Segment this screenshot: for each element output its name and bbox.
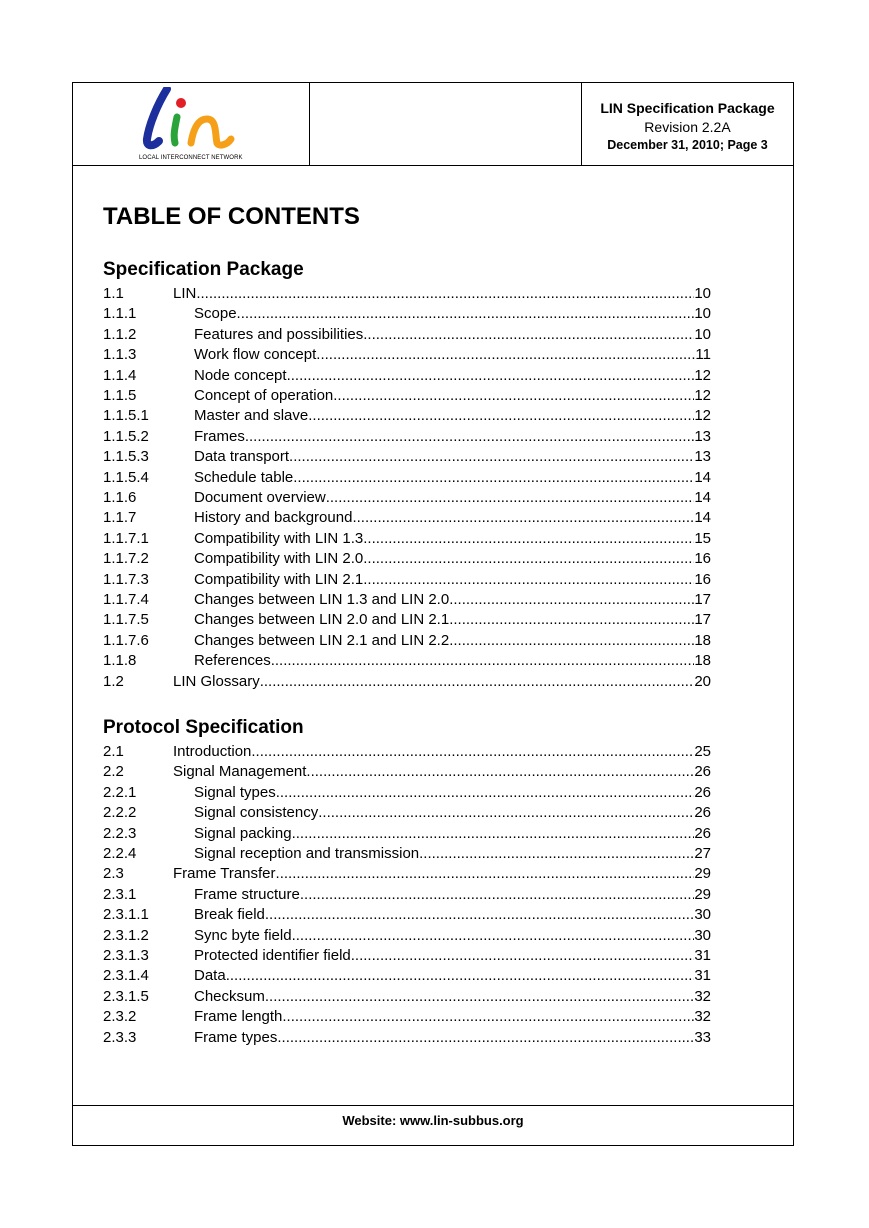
toc-leader-dots	[271, 651, 695, 671]
toc-entry[interactable]	[103, 651, 711, 671]
toc-leader-dots	[419, 844, 694, 864]
toc-leader-dots	[318, 803, 694, 823]
page-frame	[72, 82, 794, 1146]
toc-entry-number: 2.3.1.4	[103, 967, 149, 985]
toc-entry-page: 30	[694, 906, 711, 924]
toc-entry-page: 14	[694, 509, 711, 527]
toc-entry-number: 1.1.5.1	[103, 407, 149, 425]
toc-entry-page: 29	[694, 885, 711, 903]
toc-entry-text: Introduction	[173, 743, 252, 760]
toc-leader-dots	[277, 1028, 694, 1048]
toc-entry-page: 14	[694, 489, 711, 506]
toc-entry-text: Data	[194, 967, 226, 985]
toc-leader-dots	[363, 570, 694, 590]
toc-entry-text: Signal Management	[173, 763, 307, 781]
toc-leader-dots	[226, 966, 695, 986]
toc-entry-page: 10	[694, 285, 711, 302]
toc-entry-page: 13	[694, 427, 711, 445]
toc-entry[interactable]	[103, 406, 711, 426]
toc-entry-page: 17	[694, 611, 711, 629]
toc-title: TABLE OF CONTENTS	[103, 203, 360, 230]
toc-entry-page: 31	[694, 967, 711, 985]
toc-leader-dots	[316, 345, 695, 365]
toc-entry-text: Node concept	[194, 366, 287, 384]
toc-entry-page: 27	[694, 845, 711, 862]
toc-entry[interactable]	[103, 386, 711, 406]
toc-entry-text: Changes between LIN 2.0 and LIN 2.1	[194, 611, 450, 629]
toc-entry-number: 2.3.1	[103, 885, 137, 903]
toc-entry-number: 1.1.7.6	[103, 631, 149, 649]
toc-entry-text: Master and slave	[194, 407, 309, 425]
toc-leader-dots	[282, 1007, 694, 1027]
toc-entry-page: 26	[694, 804, 711, 822]
toc-entry-page: 29	[694, 865, 711, 883]
toc-entry-text: Frame length	[194, 1008, 283, 1026]
toc-entry-number: 2.2.2	[103, 804, 137, 822]
toc-entry-text: Schedule table	[194, 468, 294, 486]
toc-entry-number: 2.2.1	[103, 783, 137, 801]
toc-entry[interactable]	[103, 304, 711, 324]
toc-entry-page: 32	[694, 1008, 711, 1026]
toc-leader-dots	[449, 590, 694, 610]
toc-entry[interactable]	[103, 824, 711, 844]
toc-leader-dots	[196, 284, 694, 304]
toc-entry-number: 1.1.8	[103, 652, 137, 670]
toc-entry-number: 2.2	[103, 763, 124, 781]
toc-entry-text: LIN Glossary	[173, 672, 260, 690]
toc-entry-page: 30	[694, 926, 711, 944]
toc-entry-page: 14	[694, 468, 711, 486]
toc-leader-dots	[363, 529, 694, 549]
toc-entry[interactable]	[103, 1028, 711, 1048]
toc-leader-dots	[237, 304, 695, 324]
toc-leader-dots	[292, 926, 695, 946]
toc-entry-number: 1.1.5.3	[103, 448, 149, 466]
toc-entry-text: Signal reception and transmission	[194, 845, 420, 862]
toc-entry-number: 1.1	[103, 285, 124, 302]
toc-leader-dots	[289, 447, 694, 467]
toc-entry[interactable]	[103, 946, 711, 966]
toc-entry[interactable]	[103, 864, 711, 884]
toc-entry-text: LIN	[173, 285, 197, 302]
toc-entry-text: Compatibility with LIN 1.3	[194, 529, 364, 547]
toc-entry-page: 11	[695, 346, 711, 364]
toc-entry-text: History and background	[194, 509, 353, 527]
toc-leader-dots	[326, 488, 695, 508]
toc-section-title: Protocol Specification	[103, 717, 304, 738]
toc-entry-page: 31	[694, 947, 711, 964]
toc-entry-text: Concept of operation	[194, 387, 334, 404]
toc-entry[interactable]	[103, 762, 711, 782]
toc-leader-dots	[276, 864, 695, 884]
toc-entry[interactable]	[103, 529, 711, 549]
toc-entry-number: 2.2.4	[103, 845, 137, 862]
toc-entry-page: 26	[694, 783, 711, 801]
toc-entry-text: Work flow concept	[194, 346, 317, 364]
toc-entry-text: Changes between LIN 1.3 and LIN 2.0	[194, 591, 450, 608]
toc-entry-text: Frame structure	[194, 885, 300, 903]
toc-entry-page: 26	[694, 824, 711, 842]
toc-entry-number: 1.1.1	[103, 305, 137, 323]
toc-entry-number: 2.3.2	[103, 1008, 137, 1026]
toc-entry[interactable]	[103, 325, 711, 345]
toc-entry[interactable]	[103, 672, 711, 692]
toc-entry[interactable]	[103, 549, 711, 569]
toc-entry-text: Signal types	[194, 783, 276, 801]
toc-entry-number: 2.3	[103, 865, 124, 883]
toc-entry-text: Signal consistency	[194, 804, 319, 822]
toc-entry[interactable]	[103, 427, 711, 447]
toc-leader-dots	[292, 824, 695, 844]
toc-entry[interactable]	[103, 905, 711, 925]
toc-leader-dots	[245, 427, 694, 447]
toc-leader-dots	[352, 508, 694, 528]
toc-entry-text: Checksum	[194, 987, 265, 1005]
toc-entry[interactable]	[103, 885, 711, 905]
document-revision: Revision 2.2A	[644, 119, 731, 135]
toc-entry[interactable]	[103, 742, 711, 762]
toc-entry-text: Document overview	[194, 489, 326, 506]
toc-leader-dots	[300, 885, 694, 905]
toc-entry[interactable]	[103, 926, 711, 946]
toc-entry[interactable]	[103, 803, 711, 823]
toc-entry-page: 26	[694, 763, 711, 781]
footer-website: Website: www.lin-subbus.org	[342, 1113, 524, 1128]
toc-entry-number: 2.3.3	[103, 1028, 137, 1046]
toc-leader-dots	[260, 672, 695, 692]
toc-entry[interactable]	[103, 508, 711, 528]
toc-entry-text: Changes between LIN 2.1 and LIN 2.2	[194, 631, 450, 649]
toc-entry-number: 1.1.6	[103, 489, 137, 506]
toc-entry-text: Protected identifier field	[194, 947, 351, 964]
header-info-cell	[582, 83, 793, 165]
toc-entry[interactable]	[103, 590, 711, 610]
toc-leader-dots	[265, 905, 694, 925]
toc-entry-page: 12	[694, 387, 711, 404]
toc-entry[interactable]	[103, 783, 711, 803]
page-header	[73, 83, 793, 166]
logo-caption: LOCAL INTERCONNECT NETWORK	[139, 155, 243, 161]
toc-leader-dots	[333, 386, 694, 406]
toc-entry[interactable]	[103, 966, 711, 986]
toc-entry-number: 1.1.4	[103, 366, 137, 384]
document-date-page: December 31, 2010; Page 3	[607, 138, 768, 152]
toc-entry-text: Scope	[194, 305, 237, 323]
toc-entry-text: Features and possibilities	[194, 325, 364, 343]
toc-leader-dots	[293, 468, 694, 488]
toc-entry-page: 12	[694, 407, 711, 425]
toc-entry-text: Data transport	[194, 448, 290, 466]
toc-entry-number: 1.1.5	[103, 387, 137, 404]
toc-entry[interactable]	[103, 468, 711, 488]
toc-entry-text: Sync byte field	[194, 926, 292, 944]
toc-entry-page: 16	[694, 550, 711, 568]
toc-entry-number: 2.2.3	[103, 824, 137, 842]
toc-entry-page: 12	[694, 366, 711, 384]
toc-leader-dots	[363, 325, 694, 345]
toc-entry-text: References	[194, 652, 271, 670]
toc-entry-number: 2.3.1.1	[103, 906, 149, 924]
header-blank-cell	[310, 83, 582, 165]
toc-entry-text: Compatibility with LIN 2.0	[194, 550, 364, 568]
toc-entry-page: 32	[694, 987, 711, 1005]
toc-entry-page: 25	[694, 743, 711, 760]
toc-entry[interactable]	[103, 987, 711, 1007]
toc-entry-page: 17	[694, 591, 711, 608]
toc-section-title: Specification Package	[103, 259, 304, 280]
toc-entry-number: 1.1.7.4	[103, 591, 149, 608]
toc-leader-dots	[449, 610, 694, 630]
logo-cell	[73, 83, 310, 165]
toc-entry-page: 15	[694, 529, 711, 547]
toc-entry-number: 1.1.2	[103, 325, 137, 343]
toc-leader-dots	[251, 742, 694, 762]
toc-entry-page: 16	[694, 570, 711, 588]
toc-entry-page: 20	[694, 672, 711, 690]
toc-entry-page: 10	[694, 325, 711, 343]
toc-entry-page: 13	[694, 448, 711, 466]
toc-entry-number: 2.1	[103, 743, 124, 760]
toc-entry-number: 1.1.7.2	[103, 550, 149, 568]
toc-entry[interactable]	[103, 631, 711, 651]
toc-entry-page: 18	[694, 631, 711, 649]
toc-leader-dots	[308, 406, 694, 426]
toc-leader-dots	[287, 366, 695, 386]
toc-entry[interactable]	[103, 345, 711, 365]
toc-entry-number: 2.3.1.2	[103, 926, 149, 944]
toc-entry-text: Frames	[194, 427, 245, 445]
toc-entry-number: 2.3.1.3	[103, 947, 149, 964]
toc-leader-dots	[363, 549, 694, 569]
toc-entry-page: 10	[694, 305, 711, 323]
toc-leader-dots	[306, 762, 694, 782]
toc-leader-dots	[351, 946, 695, 966]
toc-leader-dots	[265, 987, 694, 1007]
toc-entry-text: Compatibility with LIN 2.1	[194, 570, 364, 588]
toc-entry-number: 1.1.7.3	[103, 570, 149, 588]
toc-entry-number: 1.1.5.2	[103, 427, 149, 445]
toc-entry-text: Signal packing	[194, 824, 292, 842]
footer-divider	[73, 1105, 793, 1106]
toc-entry[interactable]	[103, 284, 711, 304]
toc-entry-number: 1.1.3	[103, 346, 137, 364]
toc-entry-number: 1.1.7	[103, 509, 137, 527]
toc-entry[interactable]	[103, 447, 711, 467]
toc-entry-page: 33	[694, 1028, 711, 1046]
toc-entry-text: Frame types	[194, 1028, 278, 1046]
toc-entry-text: Frame Transfer	[173, 865, 276, 883]
toc-entry-number: 1.1.7.1	[103, 529, 149, 547]
toc-entry[interactable]	[103, 1007, 711, 1027]
toc-leader-dots	[276, 783, 695, 803]
toc-entry[interactable]	[103, 610, 711, 630]
toc-entry[interactable]	[103, 844, 711, 864]
toc-entry-page: 18	[694, 652, 711, 670]
lin-logo	[135, 87, 245, 153]
document-title: LIN Specification Package	[600, 100, 775, 116]
toc-leader-dots	[449, 631, 694, 651]
toc-entry-number: 1.2	[103, 672, 124, 690]
toc-entry[interactable]	[103, 570, 711, 590]
toc-entry-number: 1.1.7.5	[103, 611, 149, 629]
toc-entry-text: Break field	[194, 906, 265, 924]
toc-entry-number: 2.3.1.5	[103, 987, 149, 1005]
toc-entry[interactable]	[103, 488, 711, 508]
toc-entry-number: 1.1.5.4	[103, 468, 149, 486]
toc-entry[interactable]	[103, 366, 711, 386]
